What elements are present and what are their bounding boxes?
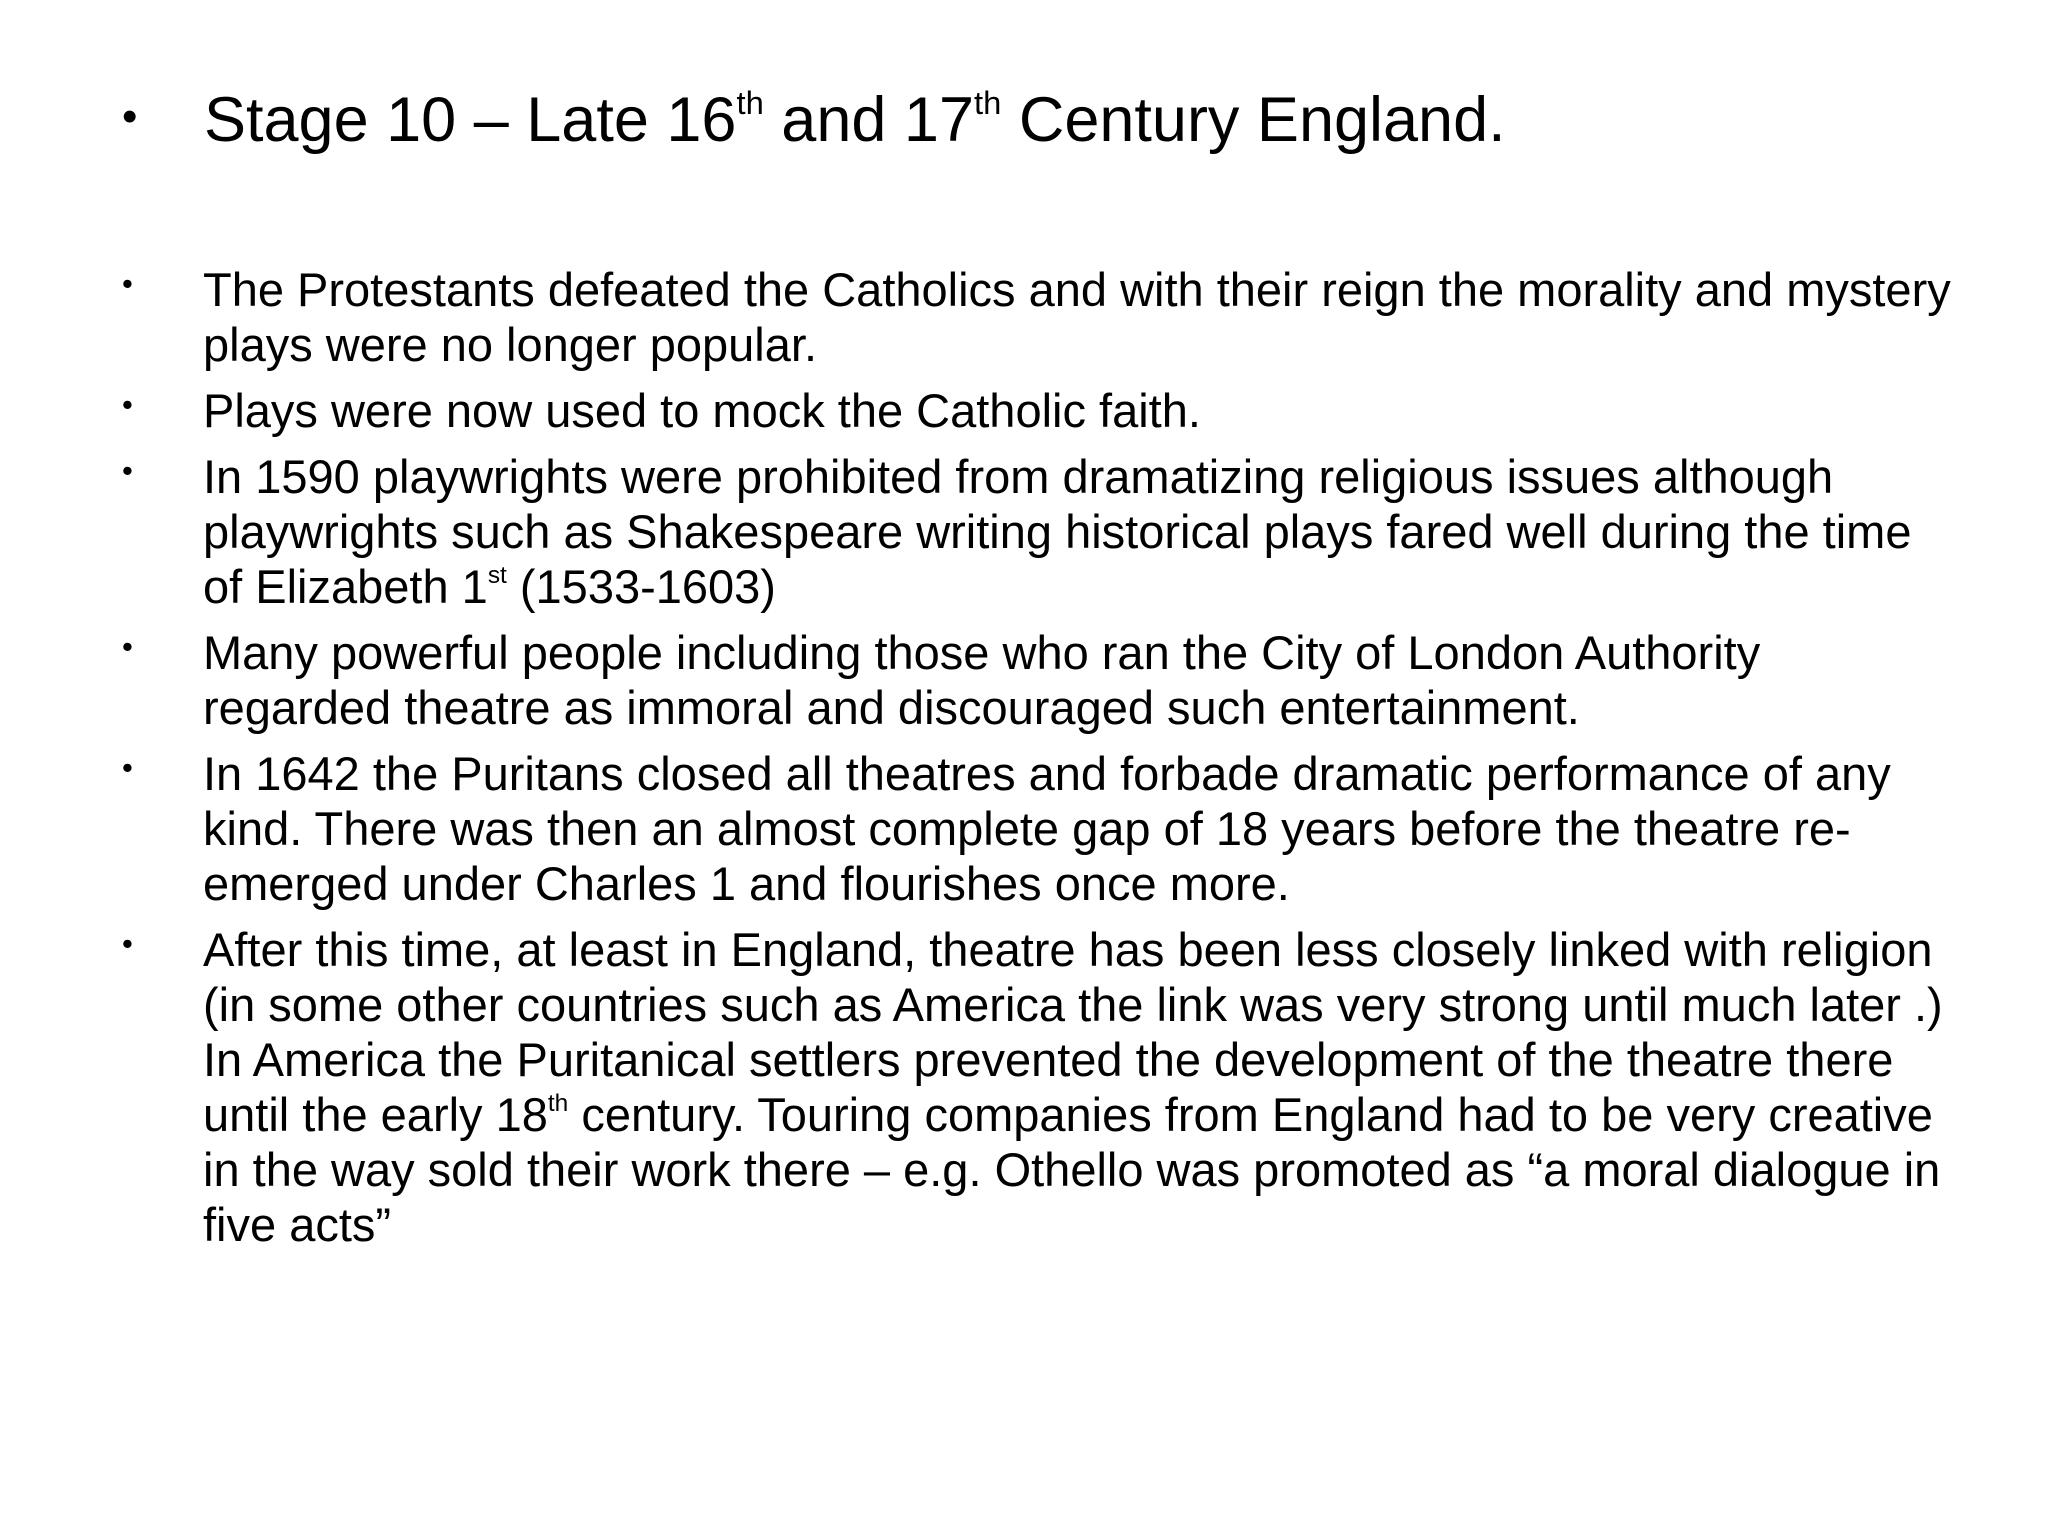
title-text-part: and 17 — [763, 85, 974, 155]
bullet-list — [122, 262, 1952, 1263]
list-item — [122, 746, 1952, 911]
list-item — [122, 383, 1952, 438]
bullet-marker: • — [122, 750, 133, 785]
bullet-superscript: st — [487, 561, 507, 589]
list-item — [122, 922, 1952, 1252]
title-text-part: Stage 10 – Late 16 — [204, 85, 737, 155]
title-superscript: th — [974, 84, 1002, 122]
title-bullet: • — [122, 92, 138, 141]
title-superscript: th — [736, 84, 764, 122]
title-text — [204, 84, 1506, 156]
bullet-text: In 1642 the Puritans closed all theatres and forbade dramatic performance of any kind. There was then an almost complete gap of 18 years before the theatre re-emerged under Charles 1 and flourishes once more. — [203, 747, 1891, 910]
bullet-text-part: (1533-1603) — [506, 560, 776, 613]
bullet-text-part: In 1590 playwrights were prohibited from dramatizing religious issues although playwrights such as Shakespeare writing historical plays fared well during the time of Elizabeth 1 — [203, 450, 1912, 613]
bullet-text-part: After this time, at least in England, theatre has been less closely linked with religion (in some other countries such as America the link was very strong until much later .) In America the Puritanical settlers prevented the development of the theatre there until the early 18 — [203, 923, 1943, 1141]
list-item — [122, 449, 1952, 614]
title-text-part: Century England. — [1001, 85, 1506, 155]
bullet-text: The Protestants defeated the Catholics and with their reign the morality and mystery plays were no longer popular. — [203, 263, 1951, 371]
bullet-marker: • — [122, 387, 133, 422]
bullet-text — [203, 449, 1952, 614]
slide-title — [122, 84, 1992, 156]
list-item — [122, 262, 1952, 372]
bullet-text-part: century. Touring companies from England had to be very creative in the way sold their work there – e.g. Othello was promoted as “a moral dialogue in five acts” — [203, 1088, 1941, 1251]
bullet-marker: • — [122, 629, 133, 664]
bullet-marker: • — [122, 926, 133, 961]
list-item — [122, 625, 1952, 735]
bullet-text: Plays were now used to mock the Catholic faith. — [203, 384, 1201, 437]
bullet-text: Many powerful people including those who ran the City of London Authority regarded theatre as immoral and discouraged such entertainment. — [203, 626, 1761, 734]
bullet-superscript: th — [547, 1089, 569, 1117]
bullet-marker: • — [122, 266, 133, 301]
bullet-marker: • — [122, 453, 133, 488]
bullet-text — [203, 922, 1952, 1252]
